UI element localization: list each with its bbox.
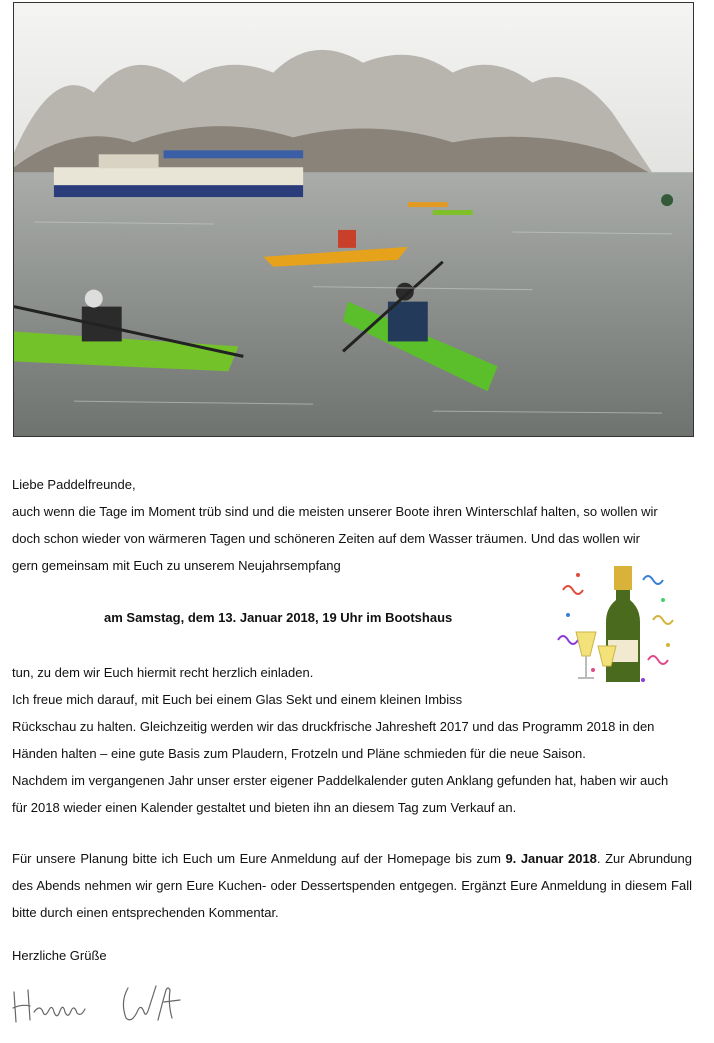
paragraph-3 [12, 845, 692, 926]
paragraph-2-line-4: Händen halten – eine gute Basis zum Plaudern, Frotzeln und Pläne schmieden für die neue Saison. [12, 746, 586, 761]
kayak-photo [13, 2, 694, 437]
champagne-bottle-icon [548, 560, 683, 695]
paragraph-2-line-5: Nachdem im vergangenen Jahr unser erster eigener Paddelkalender guten Anklang gefunden hat, haben wir auch [12, 773, 669, 788]
paragraph-1-line-2: doch schon wieder von wärmeren Tagen und schöneren Zeiten auf dem Wasser träumen. Und das wollen wir [12, 531, 640, 546]
paragraph-2-line-2: Ich freue mich darauf, mit Euch bei einem Glas Sekt und einem kleinen Imbiss [12, 692, 463, 707]
paragraph-1-line-3: gern gemeinsam mit Euch zu unserem Neujahrsempfang [12, 558, 341, 573]
paragraph-2-line-3: Rückschau zu halten. Gleichzeitig werden wir das druckfrische Jahresheft 2017 und das Programm 2018 in den [12, 719, 655, 734]
registration-deadline: 9. Januar 2018 [505, 851, 597, 866]
greeting: Liebe Paddelfreunde, [12, 477, 136, 492]
paragraph-2-line-6: für 2018 wieder einen Kalender gestaltet und bieten ihn an diesem Tag zum Verkauf an. [12, 800, 517, 815]
paragraph-2-line-1: tun, zu dem wir Euch hiermit recht herzlich einladen. [12, 665, 314, 680]
event-date-line: am Samstag, dem 13. Januar 2018, 19 Uhr im Bootshaus [104, 610, 453, 625]
closing: Herzliche Grüße [12, 948, 107, 963]
kayaks-on-lake-illustration [14, 3, 693, 436]
paragraph-3-post: . Zur Abrundung des Abends nehmen wir gern Eure Kuchen- oder Dessertspenden entgegen. Ergänzt Eure Anmeldung in diesem Fall bitte durch einen entsprechenden Kommentar. [12, 851, 692, 920]
handwritten-signature [8, 980, 198, 1030]
paragraph-3-pre: Für unsere Planung bitte ich Euch um Eure Anmeldung auf der Homepage bis zum [12, 851, 506, 866]
paragraph-1-line-1: auch wenn die Tage im Moment trüb sind und die meisten unserer Boote ihren Winterschlaf halten, so wollen wir [12, 504, 658, 519]
